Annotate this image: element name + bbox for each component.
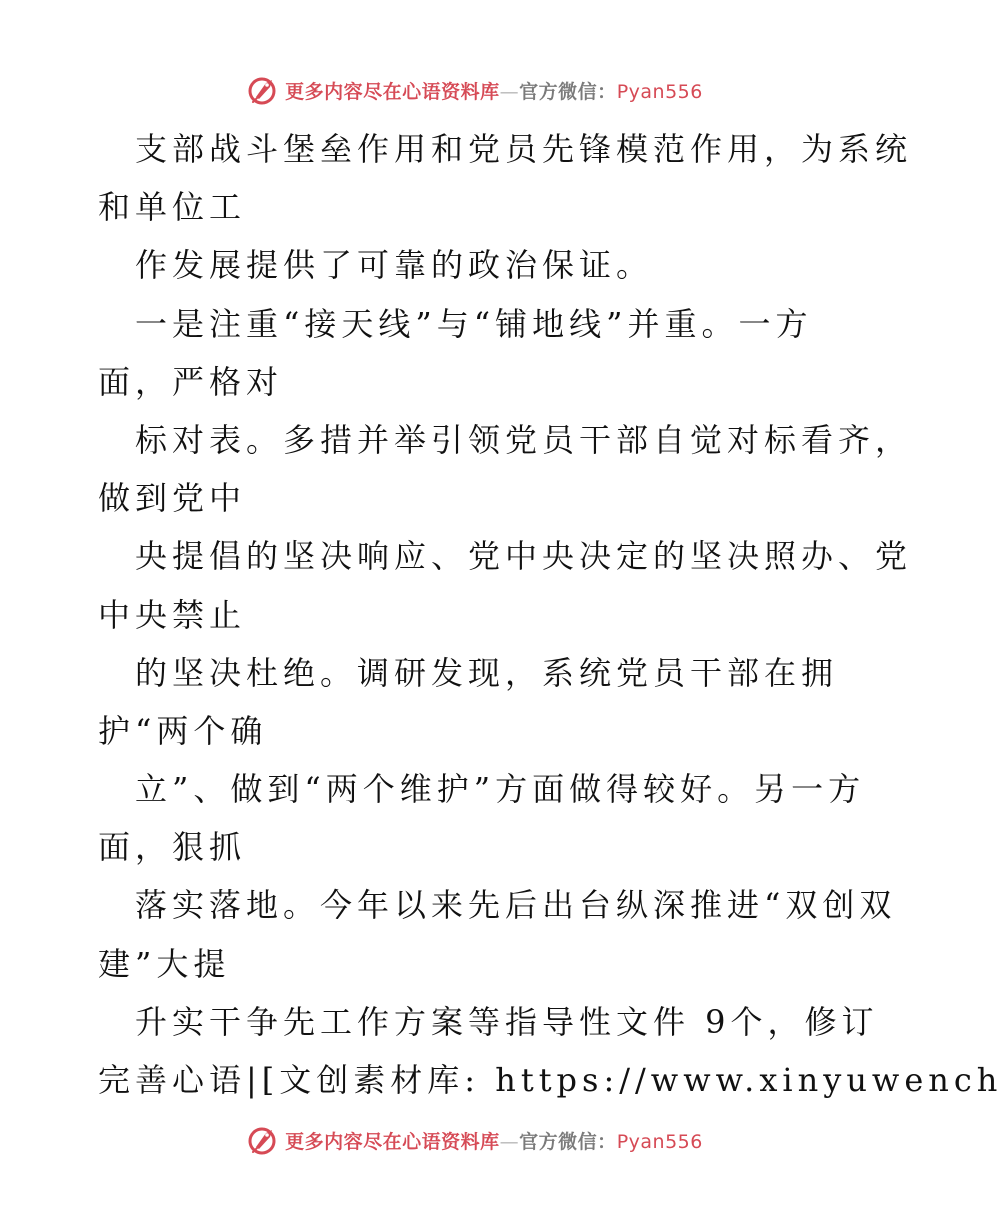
body-line: 建”大提 [98,944,231,983]
header-banner-text [285,77,703,104]
body-line: 完善心语|[文创素材库: https://www.xinyuwench [98,1061,1002,1099]
pen-nib-logo-icon [247,1124,279,1156]
body-line: 和单位工 [98,188,247,227]
footer-wechat-id: Pyan556 [616,1130,703,1153]
body-line: 升实干争先工作方案等指导性文件 9个，修订 [135,1002,879,1041]
footer-lead-text: 更多内容尽在心语资料库 [285,1130,500,1153]
body-line: 落实落地。今年以来先后出台纵深推进“双创双 [135,886,897,925]
body-line: 中央禁止 [98,595,247,634]
body-line: 标对表。多措并举引领党员干部自觉对标看齐， [135,420,913,459]
page-footer [0,1122,950,1158]
body-line: 支部战斗堡垒作用和党员先锋模范作用，为系统 [135,130,913,168]
footer-banner-text [285,1127,703,1154]
body-line: 的坚决杜绝。调研发现，系统党员干部在拥 [135,653,839,692]
header-wechat-id: Pyan556 [616,80,703,103]
document-body [98,120,1002,1109]
body-line: 做到党中 [98,479,247,518]
header-banner [247,74,703,106]
header-dash: — [499,80,520,103]
body-line: 一是注重“接天线”与“铺地线”并重。一方 [135,304,813,343]
header-lead-text: 更多内容尽在心语资料库 [285,80,500,103]
body-line: 面，严格对 [98,362,284,401]
footer-banner [247,1124,703,1156]
body-line: 面，狠抓 [98,828,247,867]
body-line: 作发展提供了可靠的政治保证。 [135,246,654,285]
page-header [0,72,950,108]
footer-official-label: 官方微信： [519,1130,617,1153]
footer-dash: — [499,1130,520,1153]
pen-nib-logo-icon [247,74,279,106]
body-line: 央提倡的坚决响应、党中央决定的坚决照办、党 [135,537,913,576]
body-line: 立”、做到“两个维护”方面做得较好。另一方 [135,770,866,809]
header-official-label: 官方微信： [519,80,617,103]
body-line: 护“两个确 [98,711,268,750]
